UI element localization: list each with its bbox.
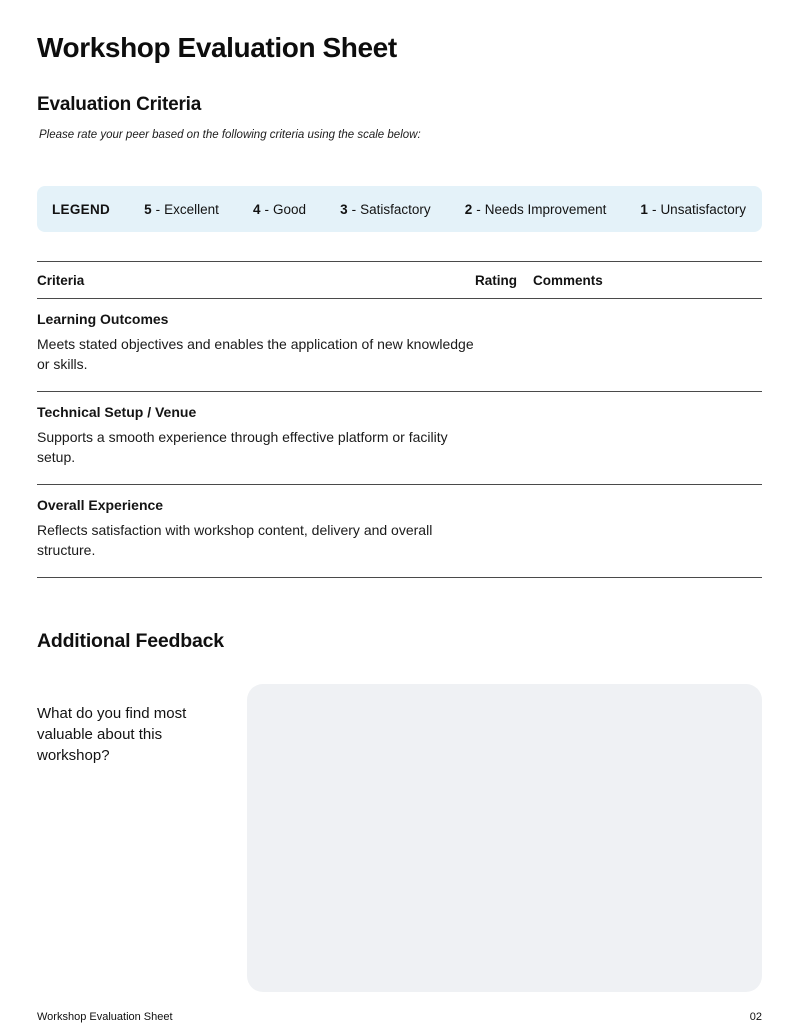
legend-item-1 [640, 202, 746, 217]
column-header-rating: Rating [475, 273, 517, 288]
legend-item-5 [144, 202, 219, 217]
legend-separator: - [264, 201, 270, 217]
feedback-textarea[interactable] [247, 684, 762, 992]
feedback-question-label [37, 684, 247, 992]
legend-score: 4 [253, 201, 261, 217]
legend-item-3 [340, 202, 431, 217]
legend-item-2 [465, 202, 607, 217]
legend-bar [37, 186, 762, 232]
additional-feedback-heading: Additional Feedback [37, 630, 224, 652]
evaluation-criteria-heading: Evaluation Criteria [37, 94, 202, 115]
legend-name: Needs Improvement [484, 201, 607, 217]
legend-score: 5 [144, 201, 152, 217]
legend-name: Unsatisfactory [660, 201, 746, 217]
legend-name: Good [273, 201, 307, 217]
table-row-technical-setup [37, 392, 762, 485]
legend-name: Excellent [164, 201, 219, 217]
page-title: Workshop Evaluation Sheet [37, 32, 397, 63]
page-footer [37, 1011, 762, 1023]
criteria-description: Meets stated objectives and enables the application of new knowledge or skills. [37, 336, 474, 372]
legend-name: Satisfactory [360, 201, 431, 217]
legend-score: 1 [640, 201, 648, 217]
legend-separator: - [476, 201, 481, 217]
criteria-table [37, 261, 762, 578]
legend-separator: - [651, 201, 657, 217]
table-row-overall-experience [37, 485, 762, 578]
criteria-title: Technical Setup / Venue [37, 404, 197, 420]
rating-instruction: Please rate your peer based on the following criteria using the scale below: [39, 129, 421, 141]
footer-page-number: 02 [749, 1011, 762, 1023]
table-header-row [37, 261, 762, 299]
legend-score: 2 [464, 201, 473, 217]
feedback-question-text: What do you find most valuable about this workshop? [37, 705, 187, 764]
column-header-comments: Comments [533, 273, 603, 288]
legend-label: LEGEND [52, 201, 111, 217]
table-row-learning-outcomes [37, 299, 762, 392]
column-header-criteria: Criteria [37, 273, 85, 288]
legend-separator: - [155, 201, 161, 217]
legend-item-4 [253, 202, 306, 217]
legend-separator: - [351, 201, 357, 217]
footer-document-name: Workshop Evaluation Sheet [37, 1011, 173, 1023]
criteria-title: Learning Outcomes [37, 311, 169, 327]
legend-score: 3 [340, 201, 348, 217]
feedback-area [37, 684, 762, 992]
criteria-title: Overall Experience [37, 497, 164, 513]
evaluation-sheet-page [37, 0, 762, 1035]
criteria-description: Reflects satisfaction with workshop content, delivery and overall structure. [37, 522, 433, 558]
criteria-description: Supports a smooth experience through effective platform or facility setup. [37, 429, 448, 465]
